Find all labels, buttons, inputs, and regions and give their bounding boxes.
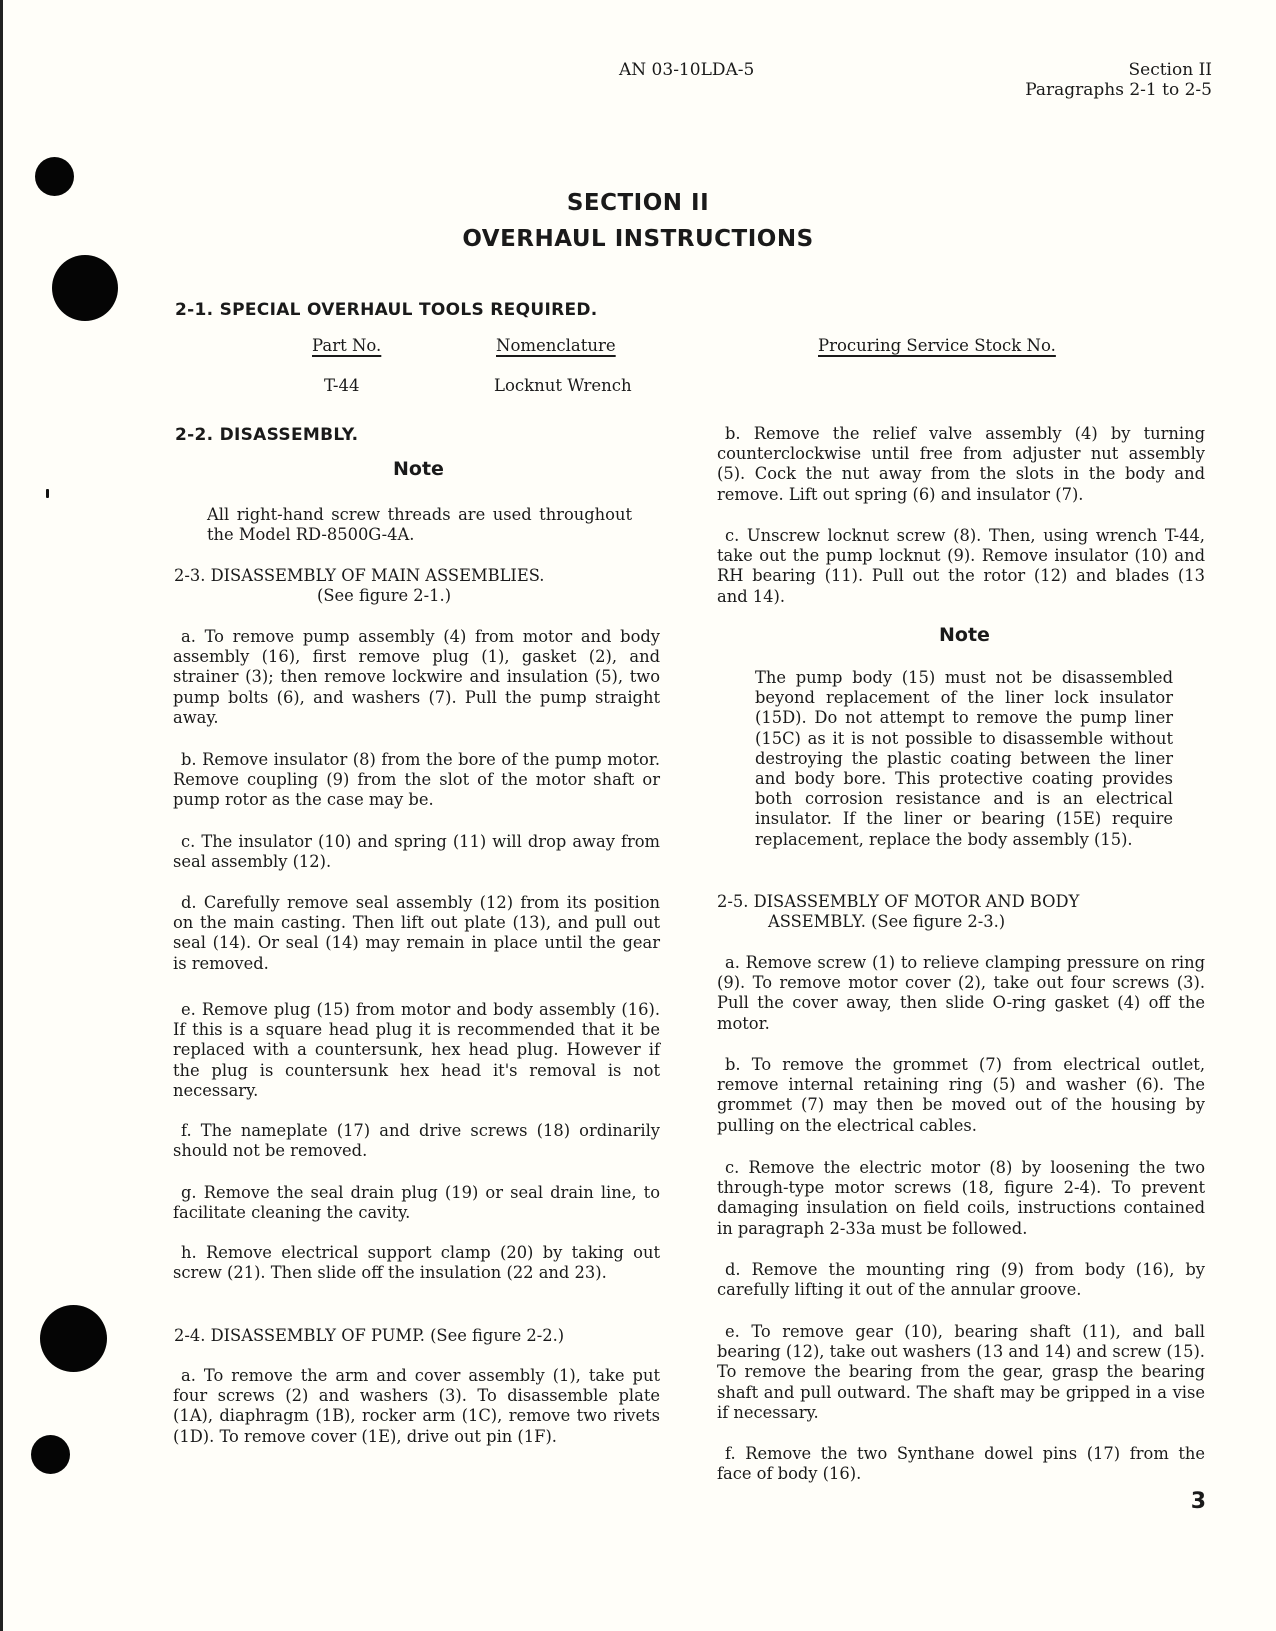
col-header-nomenclature: Nomenclature (496, 336, 616, 355)
page-number: 3 (1190, 1489, 1206, 1514)
section-title: SECTION II (566, 190, 710, 216)
note-title: Note (393, 458, 444, 480)
step-2-5-b: b. To remove the grommet (7) from electrical outlet, remove internal retaining ring (5) and washer (6). The grommet (7) may then be moved out of the housing by pulling on the electrical cables. (717, 1055, 1205, 1135)
section-label: Section II (1128, 60, 1212, 80)
col-header-part-no: Part No. (312, 336, 382, 355)
step-2-3-g: g. Remove the seal drain plug (19) or seal drain line, to facilitate cleaning the cavity. (173, 1183, 660, 1223)
tools-heading: 2-1. SPECIAL OVERHAUL TOOLS REQUIRED. (175, 300, 598, 320)
main-assemblies-heading: 2-3. DISASSEMBLY OF MAIN ASSEMBLIES. (174, 566, 545, 585)
punch-hole (52, 255, 118, 321)
step-2-3-h: h. Remove electrical support clamp (20) by taking out screw (21). Then slide off the insulation (22 and 23). (173, 1243, 660, 1283)
step-2-3-e: e. Remove plug (15) from motor and body assembly (16). If this is a square head plug it is recommended that it be replaced with a countersunk, hex head plug. However if the plug is countersunk hex head it's removal is not necessary. (173, 1000, 660, 1100)
step-2-3-b: b. Remove insulator (8) from the bore of the pump motor. Remove coupling (9) from the slot of the motor shaft or pump rotor as the case may be. (173, 750, 660, 810)
motor-body-heading: 2-5. DISASSEMBLY OF MOTOR AND BODY (717, 892, 1080, 911)
step-2-3-d: d. Carefully remove seal assembly (12) from its position on the main casting. Then lift out plate (13), and pull out seal (14). Or seal (14) may remain in place until the gear is removed. (173, 893, 660, 973)
document-number: AN 03-10LDA-5 (619, 60, 755, 80)
pump-note-title: Note (939, 624, 990, 646)
step-2-5-a: a. Remove screw (1) to relieve clamping pressure on ring (9). To remove motor cover (2), take out four screws (3). Pull the cover away, then slide O-ring gasket (4) off the motor. (717, 953, 1205, 1033)
step-2-3-f: f. The nameplate (17) and drive screws (18) ordinarily should not be removed. (173, 1121, 660, 1161)
running-header (1025, 60, 1212, 100)
section-subtitle: OVERHAUL INSTRUCTIONS (462, 226, 814, 252)
motor-body-figure-ref: ASSEMBLY. (See figure 2-3.) (768, 912, 1006, 931)
step-2-3-c: c. The insulator (10) and spring (11) will drop away from seal assembly (12). (173, 832, 660, 872)
step-2-4-a: a. To remove the arm and cover assembly (1), take put four screws (2) and washers (3). To disassemble plate (1A), diaphragm (1B), rocker arm (1C), remove two rivets (1D). To remove cover (1E), drive out pin (1F). (173, 1366, 660, 1446)
step-2-5-e: e. To remove gear (10), bearing shaft (11), and ball bearing (12), take out washers (13 and 14) and screw (15). To remove the bearing from the gear, grasp the bearing shaft and pull outward. The shaft may be gripped in a vise if necessary. (717, 1322, 1205, 1422)
step-2-4-b: b. Remove the relief valve assembly (4) by turning counterclockwise until free from adjuster nut assembly (5). Cock the nut away from the slots in the body and remove. Lift out spring (6) and insulator (7). (717, 424, 1205, 504)
punch-hole (40, 1305, 107, 1372)
main-assemblies-figure-ref: (See figure 2-1.) (317, 586, 452, 605)
col-header-stock-no: Procuring Service Stock No. (818, 336, 1056, 355)
pump-note-text: The pump body (15) must not be disassembled beyond replacement of the liner lock insulator (15D). Do not attempt to remove the pump liner (15C) as it is not possible to disassemble without destroying the plastic coating between the liner and body bore. This protective coating provides both corrosion resistance and is an electrical insulator. If the liner or bearing (15E) require replacement, replace the body assembly (15). (755, 668, 1173, 849)
pump-heading: 2-4. DISASSEMBLY OF PUMP. (See figure 2-2.) (174, 1326, 565, 1345)
note-text: All right-hand screw threads are used throughout the Model RD-8500G-4A. (207, 505, 632, 545)
step-2-5-d: d. Remove the mounting ring (9) from body (16), by carefully lifting it out of the annular groove. (717, 1260, 1205, 1300)
disassembly-heading: 2-2. DISASSEMBLY. (175, 425, 359, 445)
punch-hole (31, 1435, 70, 1474)
step-2-4-c: c. Unscrew locknut screw (8). Then, using wrench T-44, take out the pump locknut (9). Remove insulator (10) and RH bearing (11). Pull out the rotor (12) and blades (13 and 14). (717, 526, 1205, 606)
step-2-3-a: a. To remove pump assembly (4) from motor and body assembly (16), first remove plug (1), gasket (2), and strainer (3); then remove lockwire and insulation (5), two pump bolts (6), and washers (7). Pull the pump straight away. (173, 627, 660, 727)
tool-part-no: T-44 (324, 376, 360, 395)
tool-nomenclature: Locknut Wrench (494, 376, 632, 395)
step-2-5-f: f. Remove the two Synthane dowel pins (17) from the face of body (16). (717, 1444, 1205, 1484)
step-2-5-c: c. Remove the electric motor (8) by loosening the two through-type motor screws (18, figure 2-4). To prevent damaging insulation on field coils, instructions contained in paragraph 2-33a must be followed. (717, 1158, 1205, 1238)
paragraph-range: Paragraphs 2-1 to 2-5 (1025, 80, 1212, 100)
scan-mark (46, 489, 49, 498)
